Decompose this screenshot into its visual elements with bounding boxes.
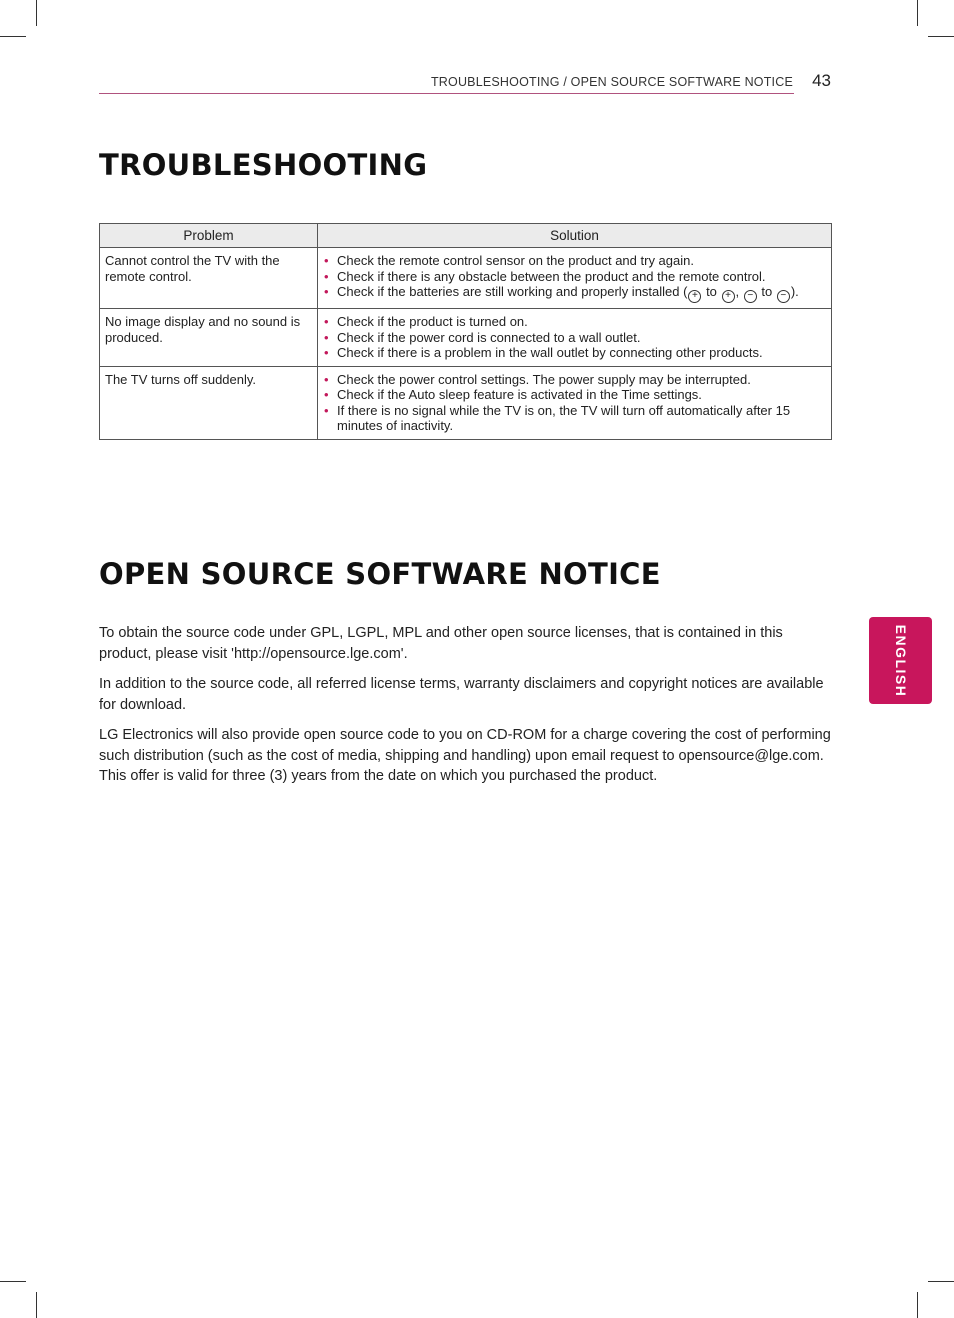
crop-mark [36,0,37,26]
bullet-icon: • [324,402,329,418]
bullet-icon: • [324,268,329,284]
bullet-icon: • [324,253,329,268]
solution-cell [318,309,832,367]
bullet-icon: • [324,371,329,387]
crop-mark [928,36,954,37]
oss-title: OPEN SOURCE SOFTWARE NOTICE [99,557,661,591]
bullet-icon: • [324,329,329,345]
crop-mark [0,1281,26,1282]
problem-cell: No image display and no sound is produced. [100,309,318,367]
column-header-problem: Problem [100,224,318,248]
crop-mark [917,0,918,26]
table-header-row [100,224,832,248]
crop-mark [928,1281,954,1282]
bullet-icon: • [324,284,329,299]
solution-item: • Check if there is a problem in the wall outlet by connecting other products. [324,345,763,360]
page-number: 43 [812,71,831,90]
solution-list [323,314,826,361]
solution-item: • Check if the power cord is connected to a wall outlet. [324,329,641,345]
bullet-icon: • [324,345,329,360]
language-tab [869,617,932,704]
solution-cell [318,366,832,439]
solution-item-battery: • Check if the batteries are still working and properly installed ( + to + , − to − ). [324,284,799,301]
oss-paragraph: In addition to the source code, all referred license terms, warranty disclaimers and copyright notices are available for download. [99,676,824,713]
battery-plus-icon: + [722,290,735,303]
problem-cell: The TV turns off suddenly. [100,366,318,439]
solution-item: • Check if there is any obstacle between the product and the remote control. [324,268,766,284]
language-tab-label: ENGLISH [892,624,909,697]
running-header [99,70,831,94]
solution-list [323,372,826,434]
table-row [100,366,832,439]
solution-item: • Check if the Auto sleep feature is activated in the Time settings. [324,387,702,402]
running-title: TROUBLESHOOTING / OPEN SOURCE SOFTWARE NOTICE [430,75,793,89]
bullet-icon: • [324,314,329,329]
solution-item: • Check the remote control sensor on the product and try again. [324,253,694,268]
header-rule [99,93,794,94]
solution-cell [318,248,832,309]
solution-list [323,253,826,303]
troubleshooting-title: TROUBLESHOOTING [99,148,428,182]
solution-item: • Check if the product is turned on. [324,314,528,329]
crop-mark [36,1292,37,1318]
column-header-solution: Solution [318,224,832,248]
battery-plus-icon: + [688,290,701,303]
bullet-icon: • [324,387,329,402]
battery-minus-icon: − [777,290,790,303]
table-row [100,309,832,367]
solution-item: • Check the power control settings. The power supply may be interrupted. [324,371,751,387]
oss-paragraph: LG Electronics will also provide open source code to you on CD-ROM for a charge covering the cost of performing such distribution (such as the cost of media, shipping and handling) upon email request to opensource@lge.com. This offer is valid for three (3) years from the date on which you purchased the product. [99,727,831,784]
oss-paragraph: To obtain the source code under GPL, LGPL, MPL and other open source licenses, that is contained in this product, please visit 'http://opensource.lge.com'. [99,625,783,662]
battery-minus-icon: − [744,290,757,303]
troubleshooting-table [99,223,832,440]
solution-item: • If there is no signal while the TV is on, the TV will turn off automatically after 15 minutes of inactivity. [324,402,791,433]
table-row [100,248,832,309]
crop-mark [917,1292,918,1318]
problem-cell: Cannot control the TV with the remote control. [100,248,318,309]
crop-mark [0,36,26,37]
